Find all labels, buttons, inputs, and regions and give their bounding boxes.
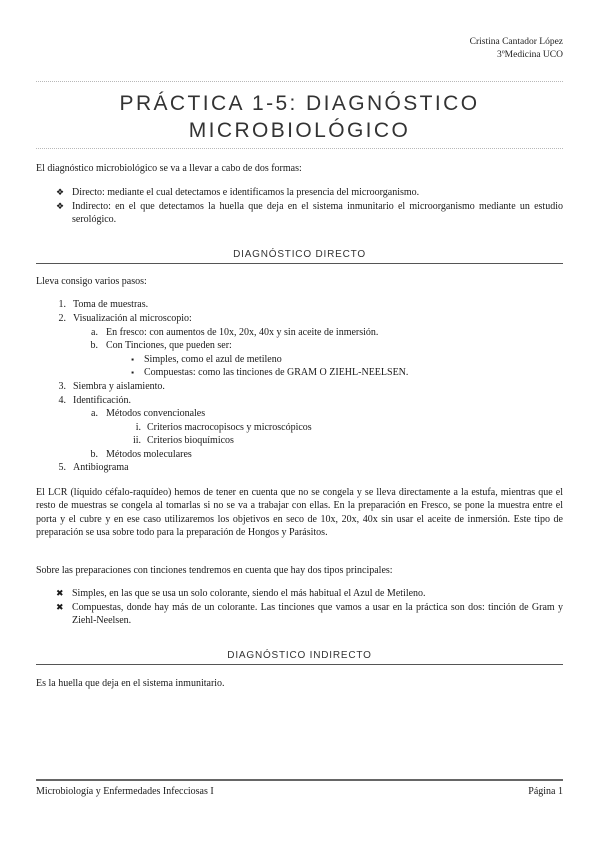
footer-course-title: Microbiología y Enfermedades Infecciosas I xyxy=(36,786,214,797)
cross-bullet-icon: ✖ xyxy=(56,602,64,612)
list-item: a. Métodos convencionales xyxy=(91,408,206,419)
square-bullet-icon: ▪ xyxy=(131,355,134,364)
stains-lead: Sobre las preparaciones con tinciones tendremos en cuenta que hay dos tipos principales: xyxy=(36,565,393,576)
list-item: b. Con Tinciones, que pueden ser: xyxy=(90,340,232,351)
form-item-indirect: ❖ Indirecto: en el que detectamos la huella que deja en el sistema inmunitario el microorganismo mediante un estudio serológico. xyxy=(56,201,563,226)
list-item: 3. Siembra y aislamiento. xyxy=(58,381,165,392)
list-item: 5. Antibiograma xyxy=(58,462,129,473)
section-rule-indirect xyxy=(36,664,563,665)
form-item-direct: ❖ Directo: mediante el cual detectamos e identificamos la presencia del microorganismo. xyxy=(56,187,420,198)
section-heading-indirect: DIAGNÓSTICO INDIRECTO xyxy=(227,650,372,661)
diamond-bullet-icon: ❖ xyxy=(56,201,65,211)
stain-item-simple: ✖ Simples, en las que se usa un solo colorante, siendo el más habitual el Azul de Metileno. xyxy=(56,588,426,599)
section-heading-direct: DIAGNÓSTICO DIRECTO xyxy=(233,249,366,260)
list-item: b. Métodos moleculares xyxy=(90,449,192,460)
cross-bullet-icon: ✖ xyxy=(56,588,64,598)
footer-rule xyxy=(36,779,563,781)
footer-page-number: Página 1 xyxy=(528,786,563,797)
square-bullet-icon: ▪ xyxy=(131,368,134,377)
section-rule-direct xyxy=(36,263,563,264)
list-item: 2. Visualización al microscopio: xyxy=(58,313,192,324)
lcr-paragraph: El LCR (líquido céfalo-raquídeo) hemos de tener en cuenta que no se congela y se lleva directamente a la estufa, mientras que el resto de muestras se congela al tomarlas si no se va a trabajar con ellas. En la preparación en Fresco, se pone la muestra entre el porta y el cubre y en ese caso utilizaremos los objetivos en seco de 10x, 20x, 40x sin usar el aceite de inmersión. Este tipo de preparación se usa sobre todo para la preparación de Hongos y Parásitos. xyxy=(36,487,563,539)
page-header xyxy=(470,36,563,62)
page-title: PRÁCTICA 1-5: DIAGNÓSTICO MICROBIOLÓGICO xyxy=(119,92,480,142)
list-item: i. Criterios macrocopisocs y microscópicos xyxy=(135,422,312,433)
list-item: a. En fresco: con aumentos de 10x, 20x, 40x y sin aceite de inmersión. xyxy=(91,327,379,338)
title-rule-bottom xyxy=(36,148,563,149)
intro-paragraph: El diagnóstico microbiológico se va a llevar a cabo de dos formas: xyxy=(36,163,302,174)
header-course: 3ºMedicina UCO xyxy=(496,50,563,60)
list-item: ▪ Simples, como el azul de metileno xyxy=(124,353,282,366)
header-author: Cristina Cantador López xyxy=(469,37,563,47)
list-item: 1. Toma de muestras. xyxy=(58,299,149,310)
steps-lead: Lleva consigo varios pasos: xyxy=(36,276,147,287)
list-item: ii. Criterios bioquímicos xyxy=(132,435,234,446)
stain-item-compound: ✖ Compuestas, donde hay más de un colorante. Las tinciones que vamos a usar en la práctica son dos: tinción de Gram y Ziehl-Neelsen. xyxy=(56,602,563,627)
title-rule-top xyxy=(36,81,563,82)
diamond-bullet-icon: ❖ xyxy=(56,187,65,197)
list-item: 4. Identificación. xyxy=(58,395,132,406)
indirect-paragraph: Es la huella que deja en el sistema inmunitario. xyxy=(36,678,225,689)
list-item: ▪ Compuestas: como las tinciones de GRAM O ZIEHL-NEELSEN. xyxy=(124,366,408,379)
